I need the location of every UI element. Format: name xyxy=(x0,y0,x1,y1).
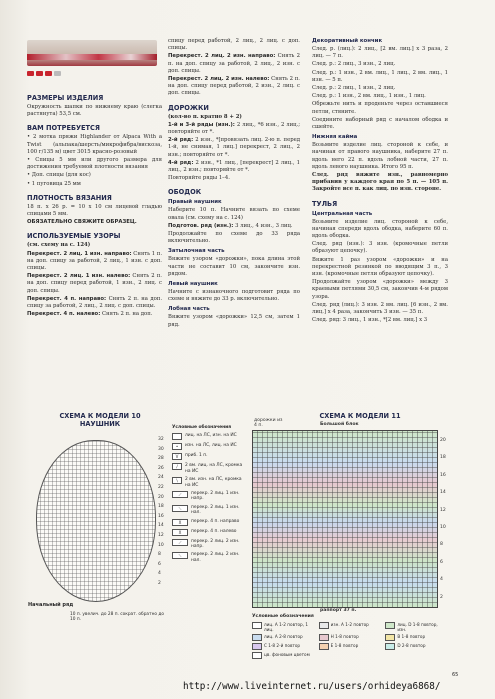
gauge-text: 18 п. х 26 р. = 10 х 10 см лицевой гладью спицами 5 мм. xyxy=(27,203,162,218)
lower-edge-next: След. ряд вяжите изн., равномерно прибавив у каждого края по 5 п. — 105 п. Закройте все п. как лиц. по изн. стороне. xyxy=(312,172,448,193)
subheading-tip: Декоративный кончик xyxy=(312,38,383,44)
pattern-1: Перекрест. 2 лиц. 1 изн. направо: Снять 1 п. на доп. спицу за работой, 2 лиц., 1 изн. с доп. спицы. xyxy=(27,250,162,272)
legend-label: перекр. 2 лиц. 2 изн. напр. xyxy=(191,538,240,550)
legend-item xyxy=(172,519,246,526)
legend-item xyxy=(172,433,246,440)
legend-label: Н 1-8 повтор xyxy=(330,634,359,640)
legend-symbol-icon: X xyxy=(172,529,188,536)
legend-symbol-icon: • xyxy=(172,443,182,450)
legend-item xyxy=(319,634,382,641)
row-number: 4 xyxy=(158,571,161,577)
row-number: 18 xyxy=(158,504,164,510)
row-number: 12 xyxy=(440,507,446,513)
chart-1-row-numbers xyxy=(158,436,164,590)
row-number: 12 xyxy=(158,532,164,538)
pattern-2: Перекрест. 2 лиц. 1 изн. налево: Снять 2 п. на доп. спицу перед работой, 1 изн., 2 лиц. с доп. спицы. xyxy=(27,273,162,294)
heading-crown: ТУЛЬЯ xyxy=(312,199,338,208)
row-number: 4 xyxy=(440,577,443,583)
tip-3: След. р.: 1 изн., 2 вм. лиц., 1 лиц., 2 вм. лиц., 1 изн. — 5 п. xyxy=(312,69,448,83)
legend-item xyxy=(172,505,246,516)
subheading-right-earflap: Правый наушник xyxy=(168,199,222,206)
rapport-label: раппорт 37 п. xyxy=(320,608,357,613)
legend-label: изн. А 1-2 повтор xyxy=(330,622,369,627)
subheading-lower-edge: Нижняя кайма xyxy=(312,134,358,141)
row-number: 18 xyxy=(440,455,446,461)
legend-label: перекр. 2 лиц. 1 изн. нал. xyxy=(191,504,240,516)
legend-swatch-icon xyxy=(252,652,262,659)
start-row-label: Начальный ряд xyxy=(28,602,74,608)
legend-item xyxy=(172,443,246,450)
legend-label: перекр. 4 п. налево xyxy=(191,528,237,534)
legend-item xyxy=(172,453,246,460)
row-number: 8 xyxy=(158,552,161,558)
chart-2-block-label: Большой блок xyxy=(320,422,359,427)
center-row: След. ряд (изн.): 3 изн. (кромочные петли образуют цепочку). xyxy=(312,241,448,255)
heading-patterns: ИСПОЛЬЗУЕМЫЕ УЗОРЫ xyxy=(27,232,121,241)
row-number: 6 xyxy=(158,561,161,567)
legend-item xyxy=(385,634,448,641)
subheading-center: Центральная часть xyxy=(312,210,373,217)
center-text-3: Продолжайте узором «дорожки» между 3 краевыми петлями 30,5 см, закончив 4-м рядом узора. xyxy=(312,279,448,300)
legend-1 xyxy=(172,425,246,566)
legend-label: лиц. А 2-8 повтор xyxy=(264,634,303,640)
pattern-3: Перекрест. 4 п. направо: Снять 2 п. на доп. спицу за работой, 2 лиц., 2 лиц. с доп. спицы. xyxy=(27,295,162,310)
row-number: 6 xyxy=(440,559,443,565)
legend-2-title: Условные обозначения xyxy=(252,614,314,619)
row-number: 16 xyxy=(158,513,164,519)
legend-item xyxy=(252,652,315,659)
paths-row-4: 4-й ряд: 2 изн., *1 лиц., [перекрест] 2 лиц., 1 лиц., 2 изн.; повторяйте от *. xyxy=(168,159,300,174)
chart-2-row-numbers xyxy=(440,432,446,606)
center-text: Возьмите изделие лиц. стороной к себе, начиная спереди вдоль ободка, наберите 60 п. вдоль ободка. xyxy=(312,218,448,240)
legend-swatch-icon xyxy=(252,634,262,641)
legend-label: лиц. D 1-8 повтор, изн. xyxy=(397,622,438,633)
paths-row-2: 2-й ряд: 2 изн., *[провязать лиц. 2-ю п. перед 1-й, не снимая, 1 лиц.] перекрест, 2 лиц., 2 изн.; повторяйте от *. xyxy=(168,137,301,158)
prep-row: Подготов. ряд (изн.): 3 лиц., 4 изн., 3 лиц. xyxy=(168,222,293,229)
lower-edge-text: Возьмите изделие лиц. стороной к себе, и начиная от правого наушника, наберите 27 п. вдоль него 22 п. вдоль лобной части, 27 п. вдоль левого наушника. Итого 95 п. xyxy=(312,142,448,170)
legend-swatch-icon xyxy=(385,643,395,650)
subheading-front: Лобная часть xyxy=(168,306,210,313)
paths-subtitle: (кол-во п. кратно 8 + 2) xyxy=(168,113,242,120)
legend-item xyxy=(172,552,246,563)
tip-5: След. р.: 1 изн., 2 вм. лиц., 1 изн., 1 лиц. xyxy=(312,93,426,100)
materials-cable-needle: • Доп. спицы (для кос) xyxy=(27,172,91,179)
row-number: 2 xyxy=(440,594,443,600)
pattern-5: Перекрест. 2 лиц. 2 изн. направо: Снять 2 п. на доп. спицу за работой, 2 лиц., 2 изн. с доп. спицы. xyxy=(168,53,300,74)
right-earflap-text: Наберите 10 п. Начните вязать по схеме овала (см. схему на с. 124) xyxy=(168,207,300,221)
legend-item xyxy=(172,491,246,502)
legend-2 xyxy=(252,622,448,659)
legend-swatch-icon xyxy=(385,634,395,641)
center-row-2: След. ряд (лиц.): 3 изн. 2 вм. лиц. [6 изн., 2 вм. лиц.] x 4 раза, закончить 3 изн. — 35 п. xyxy=(312,301,448,316)
legend-label: изн. на ЛС, лиц. на ИС xyxy=(185,443,237,449)
legend-swatch-icon xyxy=(385,622,395,629)
prep-row-cont: Продолжайте по схеме до 33 ряда включительно. xyxy=(168,231,300,245)
heading-sizes: РАЗМЕРЫ ИЗДЕЛИЯ xyxy=(27,94,104,102)
heading-gauge: ПЛОТНОСТЬ ВЯЗАНИЯ xyxy=(27,193,112,202)
materials-needles: • Спицы 5 мм или другого размера для достижения требуемой плотности вязания xyxy=(27,157,162,171)
legend-label: Е 1-8 повтор xyxy=(330,643,359,649)
legend-label: перекр. 2 лиц. 2 изн. нал. xyxy=(191,552,240,563)
row-number: 20 xyxy=(158,494,164,500)
legend-swatch-icon xyxy=(252,643,262,650)
column-right xyxy=(312,38,448,326)
chart-2-paths-label: дорожки из 4 п. xyxy=(254,418,283,428)
legend-symbol-icon: \ xyxy=(172,477,182,484)
legend-symbol-icon: ⟋ xyxy=(172,491,188,498)
row-number: 2 xyxy=(158,580,161,586)
heading-paths: ДОРОЖКИ xyxy=(168,103,209,112)
subheading-back: Затылочная часть xyxy=(168,248,225,255)
pattern-4-cont: спицу перед работой, 2 лиц., 2 лиц. с доп. спицы. xyxy=(168,38,300,52)
legend-swatch-icon xyxy=(252,622,262,629)
source-url[interactable]: http://www.liveinternet.ru/users/orhideya6868/ xyxy=(183,681,441,692)
row-number: 10 xyxy=(158,542,164,548)
patterns-subtitle: (см. схему на с. 124) xyxy=(27,242,91,249)
legend-item xyxy=(385,643,448,650)
legend-item xyxy=(252,643,315,650)
legend-swatch-icon xyxy=(319,643,329,650)
legend-swatch-icon xyxy=(319,622,329,629)
legend-item xyxy=(172,477,246,488)
tip-7: Соедините наборный ряд с началом ободка и сшейте. xyxy=(312,116,448,131)
chart-2-title: СХЕМА К МОДЕЛИ 11 xyxy=(319,412,401,420)
paths-row-1: 1-й и 3-й ряды (изн.): 2 лиц., *6 изн., 2 лиц.; повторяйте от *. xyxy=(168,121,301,136)
product-photo-strip xyxy=(27,40,157,66)
legend-symbol-icon: V xyxy=(172,453,182,460)
pattern-6: Перекрест. 2 лиц. 2 изн. налево: Снять 2 п. на доп. спицу перед работой, 2 изн., 2 лиц. с доп. спицы. xyxy=(168,76,300,97)
legend-1-title: Условные обозначения xyxy=(172,425,232,430)
legend-symbol-icon: ⟍ xyxy=(172,505,188,512)
row-number: 16 xyxy=(440,472,446,478)
gauge-warning: ОБЯЗАТЕЛЬНО СВЯЖИТЕ ОБРАЗЕЦ. xyxy=(27,219,137,226)
legend-label: 2 вм. лиц. на ЛС, кромка на ИС xyxy=(185,463,243,474)
materials-yarn: • 2 мотка пряжи Highlander от Alpaca With a Twist (альпака/шерсть/микрофибра/вискоза, 100 г/135 м) цвет 3015 красно-розовый xyxy=(27,134,162,155)
legend-symbol-icon: ⟍ xyxy=(172,552,188,559)
heading-materials: ВАМ ПОТРЕБУЕТСЯ xyxy=(27,124,100,133)
back-text: Вяжите узором «дорожки», пока длина этой части не составит 10 см, закончите изн. рядом. xyxy=(168,256,300,277)
legend-symbol-icon: ⟋ xyxy=(172,539,188,546)
legend-item xyxy=(319,622,382,632)
page-number: 65 xyxy=(452,672,459,678)
center-row-3: След. ряд: 3 лиц., 1 изн., *[2 вм. лиц.] x 3 xyxy=(312,317,428,324)
row-number: 30 xyxy=(158,446,164,452)
difficulty-indicator xyxy=(27,71,61,76)
row-number: 14 xyxy=(158,523,164,529)
legend-label: перекр. 2 лиц. 1 изн. напр. xyxy=(191,491,240,502)
tip-2: След. р.: 2 лиц., 3 изн., 2 лиц. xyxy=(312,61,396,68)
legend-label: цв. фоновым цветом xyxy=(264,652,310,658)
left-earflap-text: Начните с изнаночного подготовит ряда по схеме и вяжите до 33 р. включительно. xyxy=(168,289,300,303)
chart-1-title: СХЕМА К МОДЕЛИ 10 НАУШНИК xyxy=(59,412,141,428)
legend-label: перекр. 4 п. направо xyxy=(191,518,240,524)
legend-label: С 1-8 2-й повтор xyxy=(264,643,301,649)
row-number: 32 xyxy=(158,437,164,442)
sizes-text: Окружность шапки по нижнему краю (слегка растянута) 53,5 см. xyxy=(27,104,162,118)
front-text: Вяжите узором «дорожки» 12,5 см, затем 1 ряд. xyxy=(168,314,300,328)
legend-item xyxy=(385,622,448,632)
legend-label: приб. 1 п. xyxy=(185,453,208,459)
legend-symbol-icon: X xyxy=(172,519,188,526)
legend-item xyxy=(252,622,315,632)
earflap-chart-grid xyxy=(36,440,156,602)
legend-item xyxy=(172,539,246,550)
row-number: 8 xyxy=(440,542,443,548)
subheading-left-earflap: Левый наушник xyxy=(168,281,218,288)
legend-label: лиц. на ЛС, изн. на ИС xyxy=(185,433,237,439)
legend-symbol-icon xyxy=(172,433,182,440)
materials-button: • 1 пуговица 25 мм xyxy=(27,180,81,187)
row-number: 28 xyxy=(158,456,164,462)
row-number: 24 xyxy=(158,475,164,481)
legend-label: 2 вм. изн. на ЛС, кромка на ИС xyxy=(185,477,242,488)
pattern-4: Перекрест. 4 п. налево: Снять 2 п. на доп. xyxy=(27,311,153,318)
tip-1: След. р. (лиц.): 2 лиц., [2 вм. лиц.] x 3 раза, 2 лиц. — 7 п. xyxy=(312,46,448,60)
legend-item xyxy=(252,634,315,641)
chart-1-note: 10 п. увелич. до 28 п. сократ. обратно до 10 п. xyxy=(70,612,164,622)
row-number: 26 xyxy=(158,465,164,471)
legend-symbol-icon: / xyxy=(172,463,182,470)
heading-band: ОБОДОК xyxy=(168,188,202,197)
legend-item xyxy=(319,643,382,650)
paths-repeat: Повторяйте ряды 1–4. xyxy=(168,175,230,182)
center-text-2: Вяжите 1 раз узором «дорожки» и на перекрестной резинкой по вводящим 3 п., 3 изн. (кромочные петли образуют цепочку). xyxy=(312,256,448,278)
tip-4: След. р.: 2 лиц., 1 изн., 2 лиц. xyxy=(312,85,396,92)
legend-item xyxy=(172,463,246,474)
legend-label: лиц. А 1-2 повтор, 1 лиц. xyxy=(264,622,309,633)
legend-item xyxy=(172,529,246,536)
cable-chart-grid xyxy=(252,430,438,608)
tip-6: Обрежьте нить и проденьте через оставшиеся петли, стяните. xyxy=(312,101,448,115)
legend-swatch-icon xyxy=(319,634,329,641)
row-number: 10 xyxy=(440,525,446,531)
legend-label: В 1-8 повтор xyxy=(397,634,426,640)
legend-label: D 2-8 повтор xyxy=(397,643,426,649)
column-middle xyxy=(168,38,300,330)
row-number: 20 xyxy=(440,438,446,443)
row-number: 22 xyxy=(158,484,164,490)
column-left xyxy=(27,88,162,319)
row-number: 14 xyxy=(440,490,446,496)
